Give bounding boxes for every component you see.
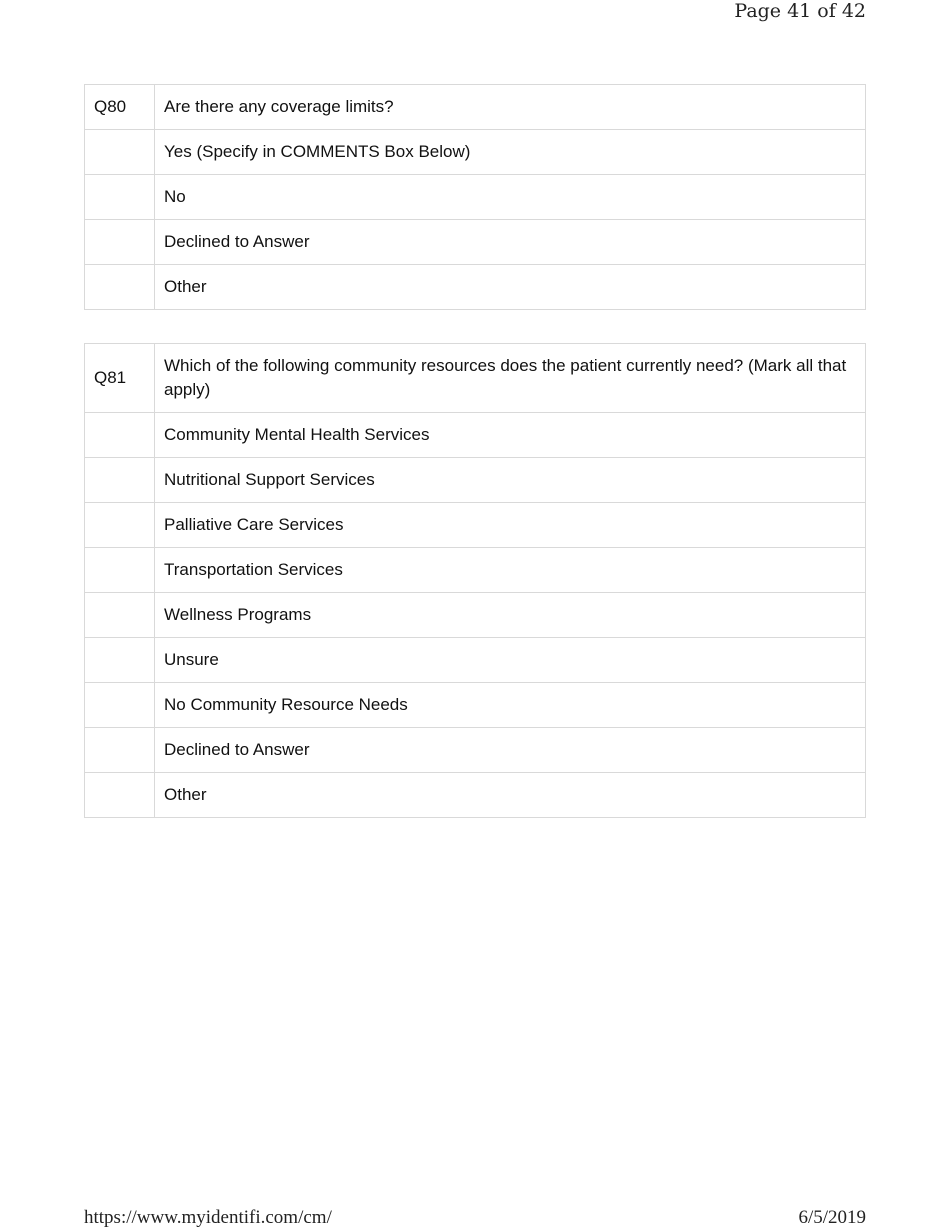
- answer-marker-cell: [85, 638, 155, 683]
- answer-option: Wellness Programs: [155, 593, 866, 638]
- answer-option: Yes (Specify in COMMENTS Box Below): [155, 130, 866, 175]
- answer-marker-cell: [85, 265, 155, 310]
- answer-marker-cell: [85, 548, 155, 593]
- answer-marker-cell: [85, 220, 155, 265]
- answer-option-row: [85, 413, 866, 458]
- question-table-q80: [84, 84, 866, 310]
- answer-option-row: [85, 503, 866, 548]
- question-row: [85, 85, 866, 130]
- answer-marker-cell: [85, 728, 155, 773]
- answer-marker-cell: [85, 413, 155, 458]
- answer-marker-cell: [85, 458, 155, 503]
- answer-option: Unsure: [155, 638, 866, 683]
- answer-option-row: [85, 638, 866, 683]
- answer-option: Declined to Answer: [155, 220, 866, 265]
- answer-marker-cell: [85, 773, 155, 818]
- answer-option: Other: [155, 265, 866, 310]
- answer-option: Community Mental Health Services: [155, 413, 866, 458]
- answer-option: Transportation Services: [155, 548, 866, 593]
- answer-option-row: [85, 458, 866, 503]
- footer-date: 6/5/2019: [798, 1207, 866, 1228]
- answer-option: Other: [155, 773, 866, 818]
- answer-marker-cell: [85, 503, 155, 548]
- answer-option-row: [85, 175, 866, 220]
- answer-option-row: [85, 548, 866, 593]
- answer-marker-cell: [85, 175, 155, 220]
- question-text: Are there any coverage limits?: [155, 85, 866, 130]
- question-row: [85, 344, 866, 413]
- question-number: Q81: [85, 344, 155, 413]
- footer-url: https://www.myidentifi.com/cm/: [84, 1207, 332, 1228]
- answer-option: No Community Resource Needs: [155, 683, 866, 728]
- answer-marker-cell: [85, 593, 155, 638]
- answer-option: Nutritional Support Services: [155, 458, 866, 503]
- answer-option-row: [85, 728, 866, 773]
- question-number: Q80: [85, 85, 155, 130]
- answer-option-row: [85, 593, 866, 638]
- answer-option-row: [85, 265, 866, 310]
- answer-option: Palliative Care Services: [155, 503, 866, 548]
- question-table-q81: [84, 343, 866, 818]
- answer-option-row: [85, 130, 866, 175]
- answer-option-row: [85, 683, 866, 728]
- page-number: Page 41 of 42: [734, 0, 866, 22]
- answer-option: No: [155, 175, 866, 220]
- question-text: Which of the following community resources does the patient currently need? (Mark all that apply): [155, 344, 866, 413]
- answer-option-row: [85, 220, 866, 265]
- answer-marker-cell: [85, 683, 155, 728]
- answer-marker-cell: [85, 130, 155, 175]
- answer-option-row: [85, 773, 866, 818]
- answer-option: Declined to Answer: [155, 728, 866, 773]
